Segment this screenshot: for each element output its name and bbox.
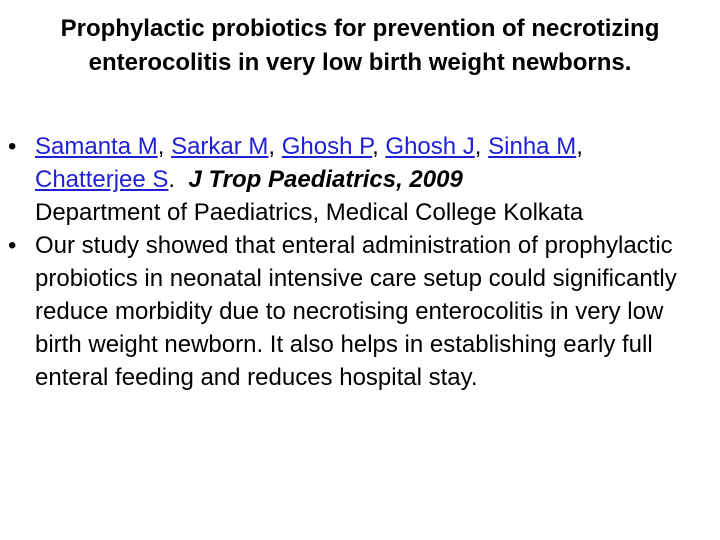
separator: ,	[576, 133, 583, 160]
separator: ,	[268, 133, 282, 160]
author-link[interactable]: Sarkar M	[171, 133, 269, 160]
separator: ,	[157, 133, 172, 160]
separator: ,	[372, 133, 386, 160]
author-link[interactable]: Ghosh P	[281, 133, 373, 160]
title-line-2: enterocolitis in very low birth weight newborns.	[88, 49, 632, 76]
bullet-icon: •	[8, 133, 17, 160]
study-bullet	[8, 229, 713, 394]
study-text: Our study showed that enteral administration of prophylactic probiotics in neonatal intensive care setup could significantly reduce morbidity due to necrotising enterocolitis in very low birth weight newborn. It also helps in establishing early full enteral feeding and reduces hospital stay.	[35, 232, 677, 391]
separator: .	[168, 166, 189, 193]
department-line: Department of Paediatrics, Medical College Kolkata	[35, 199, 584, 226]
separator: ,	[474, 133, 489, 160]
slide-title	[0, 12, 720, 80]
title-line-1: Prophylactic probiotics for prevention of necrotizing	[60, 15, 660, 42]
citation-bullet	[8, 130, 713, 196]
author-link[interactable]: Sinha M	[488, 133, 577, 160]
bullet-icon: •	[8, 232, 17, 259]
author-link[interactable]: Ghosh J	[385, 133, 475, 160]
journal-citation: J Trop Paediatrics, 2009	[188, 166, 463, 193]
author-link[interactable]: Samanta M	[35, 133, 158, 160]
author-link[interactable]: Chatterjee S	[35, 166, 169, 193]
slide-content	[8, 130, 713, 394]
